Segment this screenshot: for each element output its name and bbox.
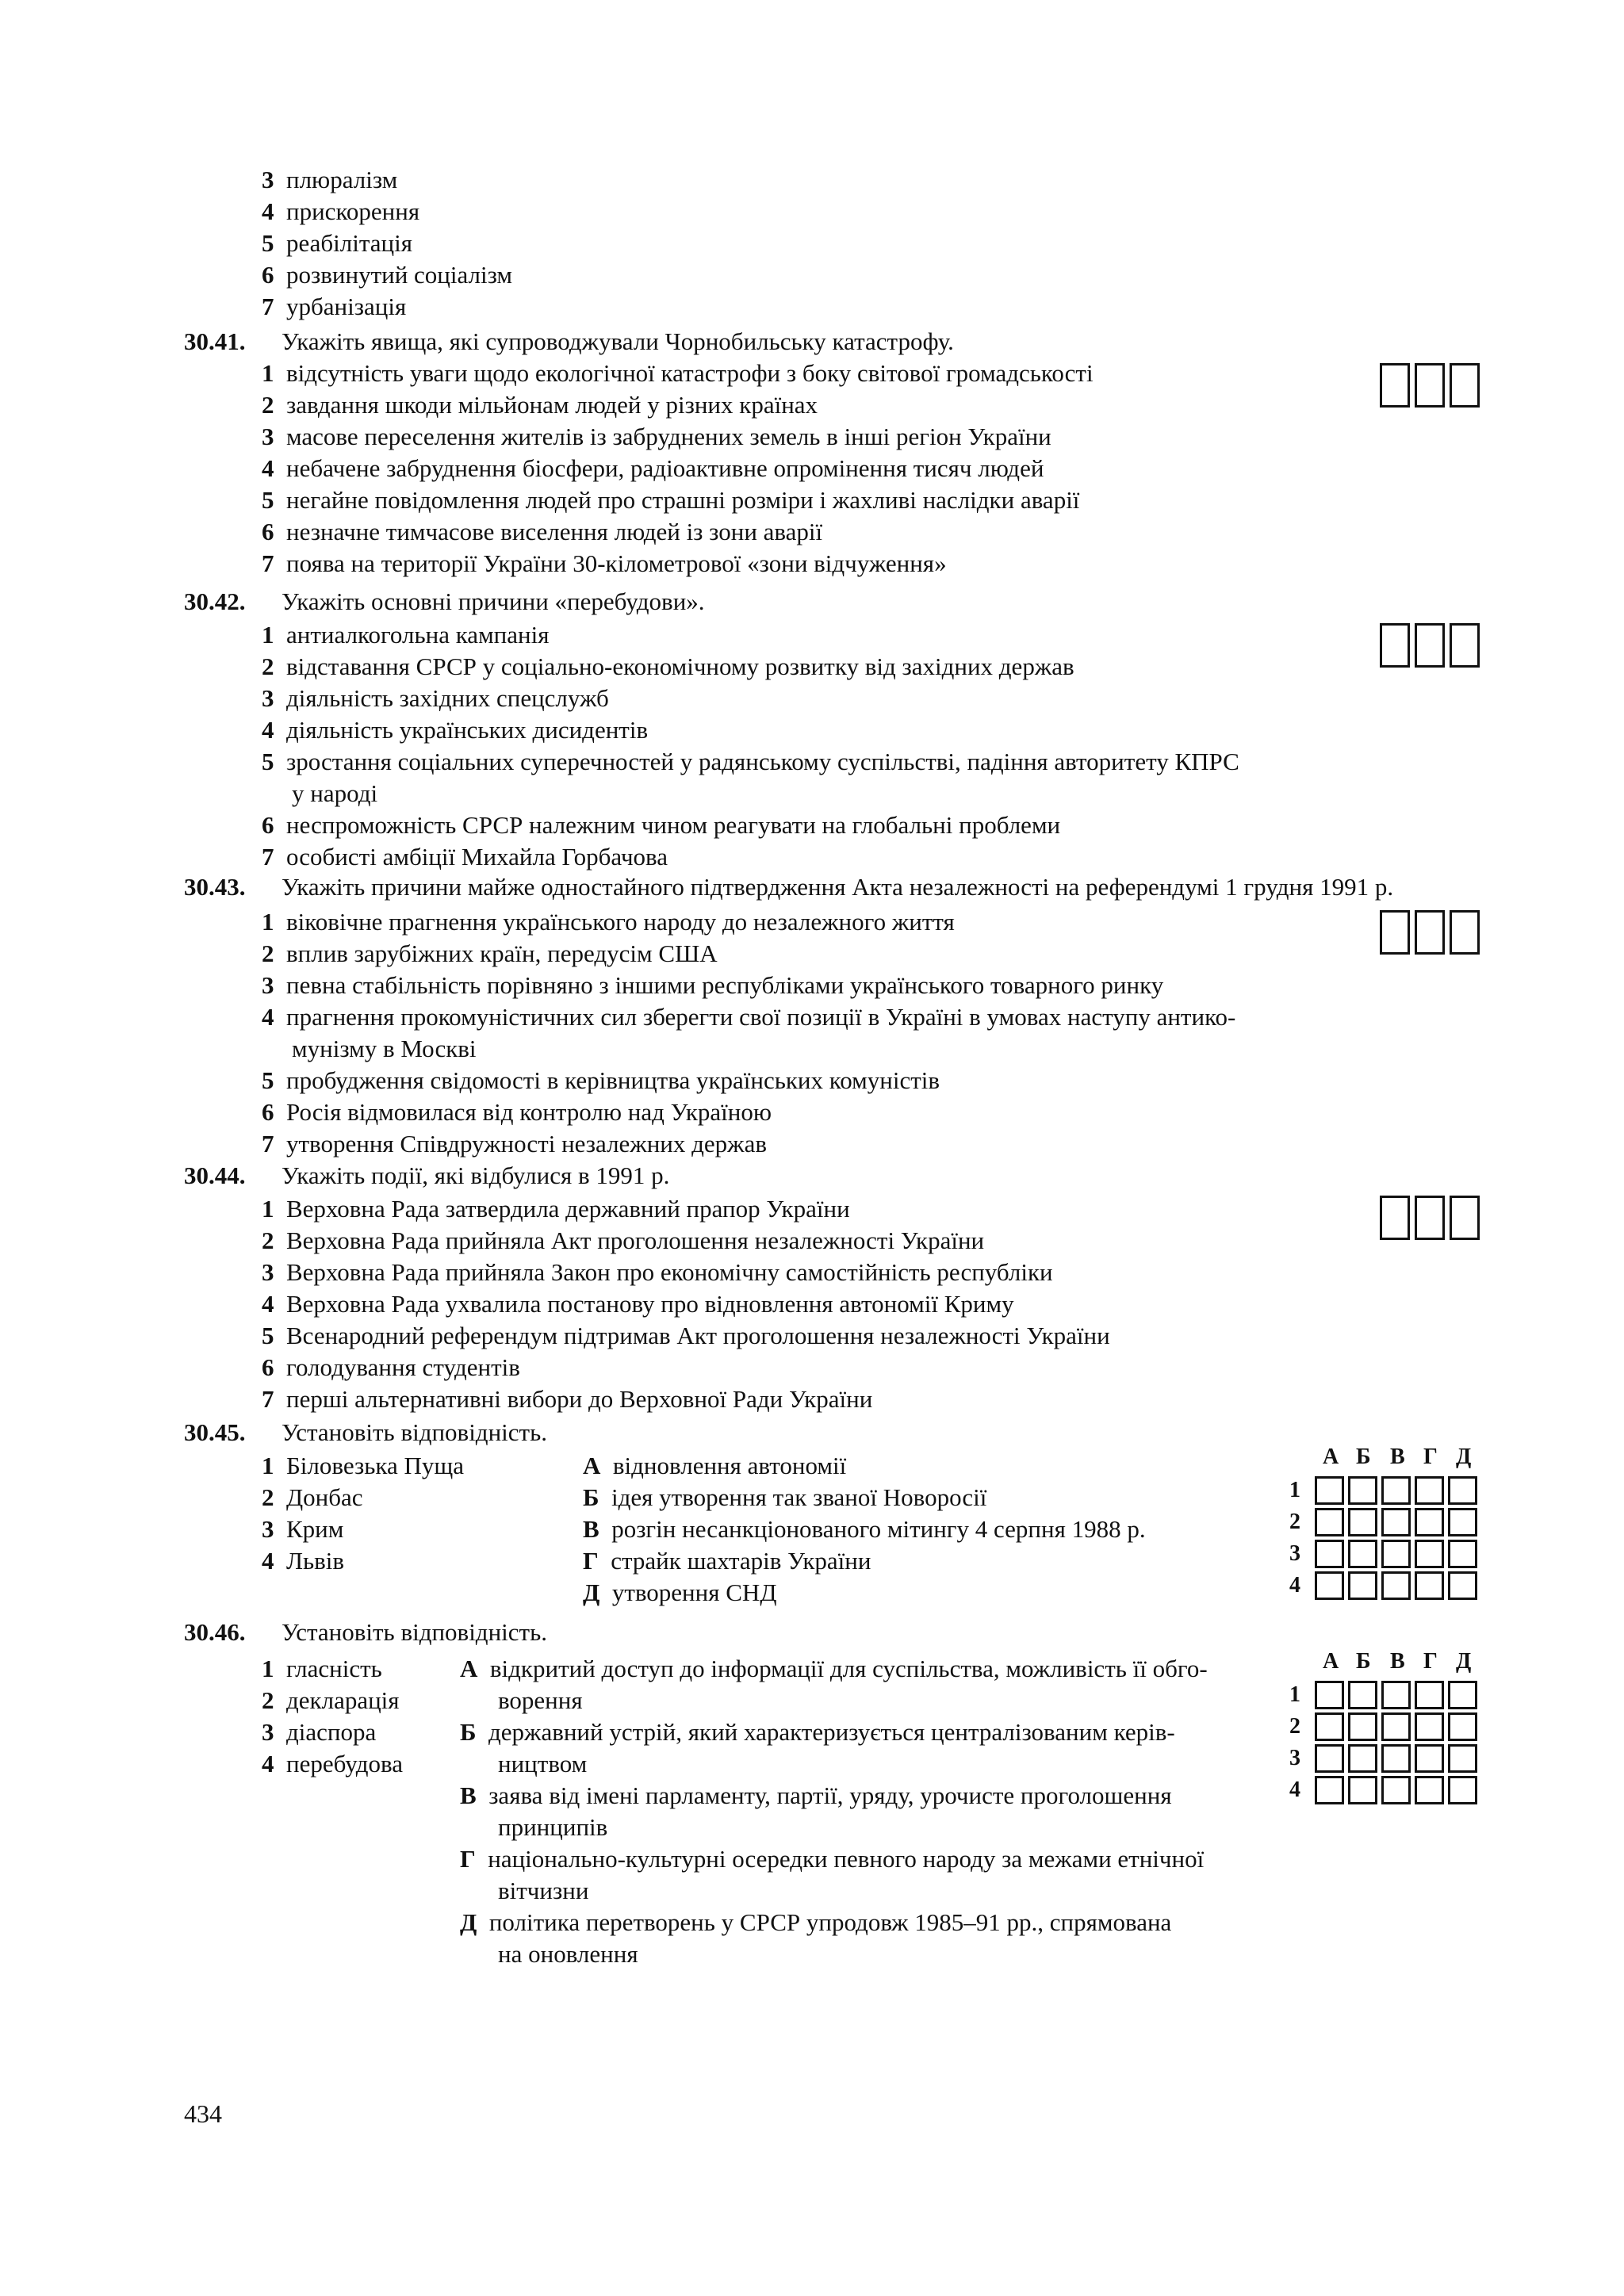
option: 7 перші альтернативні вибори до Верховної Ради України <box>262 1385 873 1413</box>
option: 3 діяльність західних спецслужб <box>262 684 609 712</box>
option: 6 голодування студентів <box>262 1353 520 1381</box>
option-continuation: у народі <box>292 779 378 807</box>
grid-cell[interactable] <box>1315 1476 1344 1505</box>
grid-cell[interactable] <box>1448 1508 1477 1536</box>
grid-cell[interactable] <box>1381 1476 1411 1505</box>
grid-row-label: 1 <box>1289 1682 1300 1707</box>
answer-grid <box>1285 1445 1491 1611</box>
grid-row-label: 4 <box>1289 1573 1300 1598</box>
match-right-continuation: вітчизни <box>498 1877 589 1904</box>
match-left-item: 4 перебудова <box>262 1750 404 1777</box>
grid-cell[interactable] <box>1348 1508 1377 1536</box>
question-number: 30.43. <box>184 873 246 901</box>
list-item: 5 реабілітація <box>262 229 413 257</box>
grid-cell[interactable] <box>1448 1476 1477 1505</box>
answer-box[interactable] <box>1415 363 1445 408</box>
question-text: Укажіть причини майже одностайного підтвердження Акта незалежності на референдумі 1 грудня 1991 р. <box>282 873 1394 901</box>
answer-box[interactable] <box>1450 910 1480 955</box>
list-item: 4 прискорення <box>262 197 420 225</box>
option: 5 пробудження свідомості в керівництва українських комуністів <box>262 1066 940 1094</box>
grid-cell[interactable] <box>1448 1681 1477 1709</box>
grid-cell[interactable] <box>1415 1476 1444 1505</box>
grid-cell[interactable] <box>1381 1571 1411 1600</box>
option: 6 неспроможність СРСР належним чином реагувати на глобальні проблеми <box>262 811 1061 839</box>
match-right-item: В розгін несанкціонованого мітингу 4 серпня 1988 р. <box>583 1515 1146 1543</box>
grid-cell[interactable] <box>1415 1776 1444 1804</box>
match-right-item: Д політика перетворень у СРСР упродовж 1985–91 рр., спрямована <box>460 1908 1172 1936</box>
grid-cell[interactable] <box>1315 1571 1344 1600</box>
grid-cell[interactable] <box>1348 1776 1377 1804</box>
grid-cell[interactable] <box>1381 1744 1411 1773</box>
answer-box[interactable] <box>1415 623 1445 668</box>
option: 1 Верховна Рада затвердила державний прапор України <box>262 1195 850 1223</box>
option: 1 антиалкогольна кампанія <box>262 621 550 649</box>
answer-grid <box>1285 1649 1491 1816</box>
grid-col-header: Б <box>1356 1649 1371 1674</box>
grid-row-label: 2 <box>1289 1714 1300 1739</box>
option-continuation: мунізму в Москві <box>292 1035 477 1062</box>
question-number: 30.46. <box>184 1618 246 1646</box>
option: 2 завдання шкоди мільйонам людей у різних країнах <box>262 391 818 419</box>
question-text: Укажіть події, які відбулися в 1991 р. <box>282 1161 670 1189</box>
grid-cell[interactable] <box>1348 1744 1377 1773</box>
option: 4 діяльність українських дисидентів <box>262 716 649 744</box>
question-text: Укажіть явища, які супроводжували Чорнобильську катастрофу. <box>282 327 954 355</box>
question-number: 30.41. <box>184 327 246 355</box>
grid-cell[interactable] <box>1315 1744 1344 1773</box>
grid-col-header: Д <box>1456 1649 1472 1674</box>
grid-row-label: 1 <box>1289 1478 1300 1502</box>
question-number: 30.42. <box>184 587 246 615</box>
answer-box[interactable] <box>1450 363 1480 408</box>
grid-cell[interactable] <box>1315 1712 1344 1741</box>
answer-box[interactable] <box>1415 1196 1445 1240</box>
question-number: 30.45. <box>184 1418 246 1446</box>
grid-cell[interactable] <box>1448 1776 1477 1804</box>
match-right-item: Б ідея утворення так званої Новоросії <box>583 1483 987 1511</box>
option: 6 незначне тимчасове виселення людей із зони аварії <box>262 518 823 545</box>
match-left-item: 4 Львів <box>262 1547 345 1575</box>
grid-cell[interactable] <box>1415 1681 1444 1709</box>
grid-cell[interactable] <box>1315 1681 1344 1709</box>
grid-cell[interactable] <box>1415 1571 1444 1600</box>
match-right-item: Б державний устрій, який характеризується централізованим керів- <box>460 1718 1175 1746</box>
answer-boxes[interactable] <box>1380 910 1480 955</box>
question-number: 30.44. <box>184 1161 246 1189</box>
grid-cell[interactable] <box>1415 1508 1444 1536</box>
match-right-item: В заява від імені парламенту, партії, уряду, урочисте проголошення <box>460 1781 1172 1809</box>
option: 7 особисті амбіції Михайла Горбачова <box>262 843 668 871</box>
option: 2 Верховна Рада прийняла Акт проголошення незалежності України <box>262 1226 985 1254</box>
option: 3 Верховна Рада прийняла Закон про економічну самостійність республіки <box>262 1258 1053 1286</box>
grid-col-header: Б <box>1356 1445 1371 1469</box>
match-left-item: 2 Донбас <box>262 1483 363 1511</box>
question-text: Укажіть основні причини «перебудови». <box>282 587 705 615</box>
grid-cell[interactable] <box>1381 1712 1411 1741</box>
grid-cell[interactable] <box>1348 1476 1377 1505</box>
match-left-item: 1 Біловезька Пуща <box>262 1452 464 1479</box>
answer-box[interactable] <box>1380 363 1410 408</box>
answer-box[interactable] <box>1380 910 1410 955</box>
grid-cell[interactable] <box>1348 1540 1377 1568</box>
grid-cell[interactable] <box>1448 1571 1477 1600</box>
option: 5 Всенародний референдум підтримав Акт проголошення незалежності України <box>262 1322 1110 1349</box>
option: 7 утворення Співдружності незалежних держав <box>262 1130 767 1158</box>
grid-col-header: В <box>1390 1649 1405 1674</box>
grid-cell[interactable] <box>1381 1540 1411 1568</box>
answer-boxes[interactable] <box>1380 1196 1480 1240</box>
page-number: 434 <box>184 2099 222 2128</box>
question-text: Установіть відповідність. <box>282 1618 547 1646</box>
match-right-item: Г національно-культурні осередки певного народу за межами етнічної <box>460 1845 1205 1873</box>
grid-cell[interactable] <box>1415 1744 1444 1773</box>
answer-box[interactable] <box>1415 910 1445 955</box>
question-text: Установіть відповідність. <box>282 1418 547 1446</box>
match-right-continuation: ництвом <box>498 1750 588 1777</box>
option: 4 прагнення прокомуністичних сил зберегти свої позиції в Україні в умовах наступу антико- <box>262 1003 1236 1031</box>
grid-row-label: 3 <box>1289 1746 1300 1770</box>
grid-cell[interactable] <box>1415 1712 1444 1741</box>
match-right-item: Д утворення СНД <box>583 1578 777 1606</box>
option: 2 відставання СРСР у соціально-економічному розвитку від західних держав <box>262 652 1074 680</box>
grid-cell[interactable] <box>1381 1681 1411 1709</box>
option: 3 певна стабільність порівняно з іншими республіками українського товарного ринку <box>262 971 1164 999</box>
grid-col-header: Г <box>1423 1445 1438 1469</box>
option: 6 Росія відмовилася від контролю над Україною <box>262 1098 772 1126</box>
answer-boxes[interactable] <box>1380 363 1480 408</box>
match-right-continuation: на оновлення <box>498 1940 638 1968</box>
answer-boxes[interactable] <box>1380 623 1480 668</box>
match-left-item: 1 гласність <box>262 1655 382 1682</box>
option: 5 зростання соціальних суперечностей у радянському суспільстві, падіння авторитету КПРС <box>262 748 1239 775</box>
grid-cell[interactable] <box>1315 1776 1344 1804</box>
answer-box[interactable] <box>1450 623 1480 668</box>
grid-cell[interactable] <box>1348 1681 1377 1709</box>
match-right-continuation: ворення <box>498 1686 583 1714</box>
match-left-item: 3 Крим <box>262 1515 344 1543</box>
grid-cell[interactable] <box>1315 1540 1344 1568</box>
grid-row-label: 3 <box>1289 1541 1300 1566</box>
grid-cell[interactable] <box>1448 1744 1477 1773</box>
option: 3 масове переселення жителів із забруднених земель в інші регіон України <box>262 423 1051 450</box>
option: 4 Верховна Рада ухвалила постанову про відновлення автономії Криму <box>262 1290 1014 1318</box>
grid-cell[interactable] <box>1415 1540 1444 1568</box>
grid-col-header: А <box>1323 1649 1339 1674</box>
match-left-item: 3 діаспора <box>262 1718 377 1746</box>
match-right-continuation: принципів <box>498 1813 608 1841</box>
grid-col-header: А <box>1323 1445 1339 1469</box>
grid-cell[interactable] <box>1348 1571 1377 1600</box>
option: 2 вплив зарубіжних країн, передусім США <box>262 939 718 967</box>
grid-row-label: 4 <box>1289 1777 1300 1802</box>
option: 1 віковічне прагнення українського народу до незалежного життя <box>262 908 955 936</box>
list-item: 6 розвинутий соціалізм <box>262 261 513 289</box>
option: 7 поява на території України 30-кілометрової «зони відчуження» <box>262 549 947 577</box>
answer-box[interactable] <box>1380 1196 1410 1240</box>
answer-box[interactable] <box>1380 623 1410 668</box>
grid-col-header: Д <box>1456 1445 1472 1469</box>
grid-cell[interactable] <box>1315 1508 1344 1536</box>
option: 5 негайне повідомлення людей про страшні розміри і жахливі наслідки аварії <box>262 486 1080 514</box>
grid-cell[interactable] <box>1381 1508 1411 1536</box>
match-right-item: А відкритий доступ до інформації для суспільства, можливість її обго- <box>460 1655 1208 1682</box>
answer-box[interactable] <box>1450 1196 1480 1240</box>
grid-row-label: 2 <box>1289 1510 1300 1534</box>
match-right-item: Г страйк шахтарів України <box>583 1547 871 1575</box>
grid-cell[interactable] <box>1381 1776 1411 1804</box>
list-item: 3 плюралізм <box>262 166 398 193</box>
match-left-item: 2 декларація <box>262 1686 400 1714</box>
grid-cell[interactable] <box>1348 1712 1377 1741</box>
grid-col-header: В <box>1390 1445 1405 1469</box>
list-item: 7 урбанізація <box>262 293 407 320</box>
grid-cell[interactable] <box>1448 1712 1477 1741</box>
option: 1 відсутність уваги щодо екологічної катастрофи з боку світової громадськості <box>262 359 1094 387</box>
grid-cell[interactable] <box>1448 1540 1477 1568</box>
match-right-item: А відновлення автономії <box>583 1452 847 1479</box>
option: 4 небачене забруднення біосфери, радіоактивне опромінення тисяч людей <box>262 454 1044 482</box>
grid-col-header: Г <box>1423 1649 1438 1674</box>
